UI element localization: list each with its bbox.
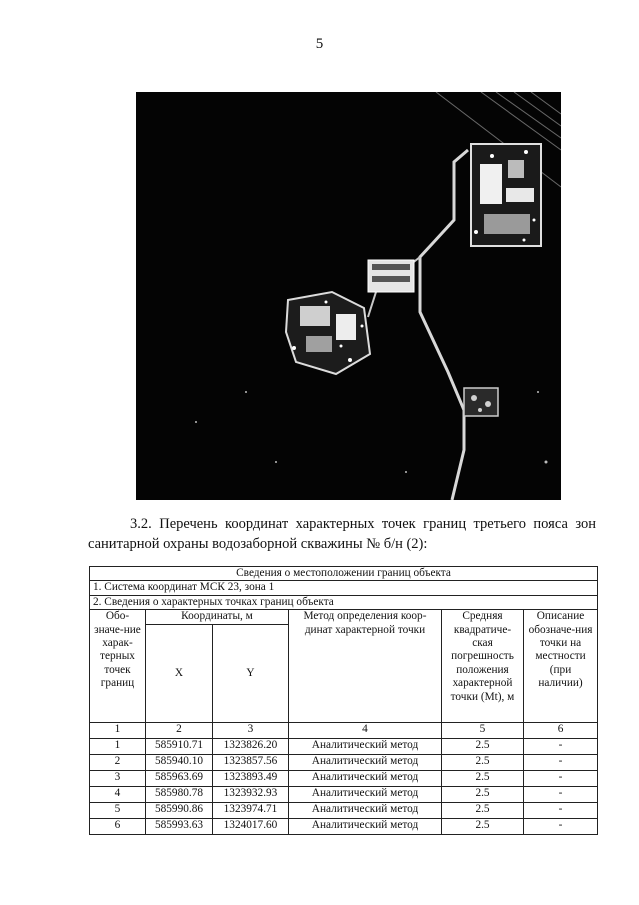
coordinates-table xyxy=(89,566,598,835)
error: 2.5 xyxy=(442,787,524,803)
satellite-map-icon xyxy=(136,92,561,500)
description: - xyxy=(524,771,598,787)
column-number: 4 xyxy=(289,723,442,739)
table-title: Сведения о местоположении границ объекта xyxy=(90,567,598,581)
method: Аналитический метод xyxy=(289,755,442,771)
description: - xyxy=(524,819,598,835)
column-number: 1 xyxy=(90,723,146,739)
section-number: 3.2. xyxy=(130,516,152,532)
table-row xyxy=(90,755,598,771)
header-y: Y xyxy=(213,625,289,723)
error: 2.5 xyxy=(442,819,524,835)
point-number: 6 xyxy=(90,819,146,835)
coord-x: 585940.10 xyxy=(146,755,213,771)
method: Аналитический метод xyxy=(289,803,442,819)
column-number: 3 xyxy=(213,723,289,739)
description: - xyxy=(524,739,598,755)
header-method: Метод определения коор-динат характерной точки xyxy=(289,610,442,723)
error: 2.5 xyxy=(442,739,524,755)
table-row xyxy=(90,803,598,819)
table-row xyxy=(90,787,598,803)
method: Аналитический метод xyxy=(289,739,442,755)
satellite-image xyxy=(136,92,561,500)
point-number: 5 xyxy=(90,803,146,819)
column-numbers-row xyxy=(90,723,598,739)
coord-x: 585993.63 xyxy=(146,819,213,835)
description: - xyxy=(524,803,598,819)
coord-y: 1324017.60 xyxy=(213,819,289,835)
coordinate-system-line: 1. Система координат МСК 23, зона 1 xyxy=(90,581,598,595)
error: 2.5 xyxy=(442,755,524,771)
section-heading xyxy=(88,514,596,554)
error: 2.5 xyxy=(442,803,524,819)
column-number: 6 xyxy=(524,723,598,739)
method: Аналитический метод xyxy=(289,771,442,787)
coord-y: 1323826.20 xyxy=(213,739,289,755)
point-number: 3 xyxy=(90,771,146,787)
description: - xyxy=(524,787,598,803)
coord-x: 585990.86 xyxy=(146,803,213,819)
header-x: X xyxy=(146,625,213,723)
coord-y: 1323932.93 xyxy=(213,787,289,803)
header-error: Средняя квадратиче-ская погрешность положения характерной точки (Mt), м xyxy=(442,610,524,723)
points-info-line: 2. Сведения о характерных точках границ объекта xyxy=(90,595,598,609)
coord-x: 585963.69 xyxy=(146,771,213,787)
header-coordinates: Координаты, м xyxy=(146,610,289,625)
method: Аналитический метод xyxy=(289,819,442,835)
table-row xyxy=(90,771,598,787)
coord-x: 585910.71 xyxy=(146,739,213,755)
coord-y: 1323857.56 xyxy=(213,755,289,771)
description: - xyxy=(524,755,598,771)
table-row xyxy=(90,739,598,755)
header-description: Описание обозначе-ния точки на местности (при наличии) xyxy=(524,610,598,723)
point-number: 2 xyxy=(90,755,146,771)
point-number: 1 xyxy=(90,739,146,755)
column-number: 2 xyxy=(146,723,213,739)
column-number: 5 xyxy=(442,723,524,739)
page-number: 5 xyxy=(315,36,324,52)
point-number: 4 xyxy=(90,787,146,803)
error: 2.5 xyxy=(442,771,524,787)
section-text: Перечень координат характерных точек границ третьего пояса зон санитарной охраны водозаборной скважины № б/н (2): xyxy=(88,516,596,552)
coord-y: 1323974.71 xyxy=(213,803,289,819)
coord-y: 1323893.49 xyxy=(213,771,289,787)
header-designation: Обо-значе-ние харак-терных точек границ xyxy=(90,610,146,723)
table-row xyxy=(90,819,598,835)
method: Аналитический метод xyxy=(289,787,442,803)
coord-x: 585980.78 xyxy=(146,787,213,803)
